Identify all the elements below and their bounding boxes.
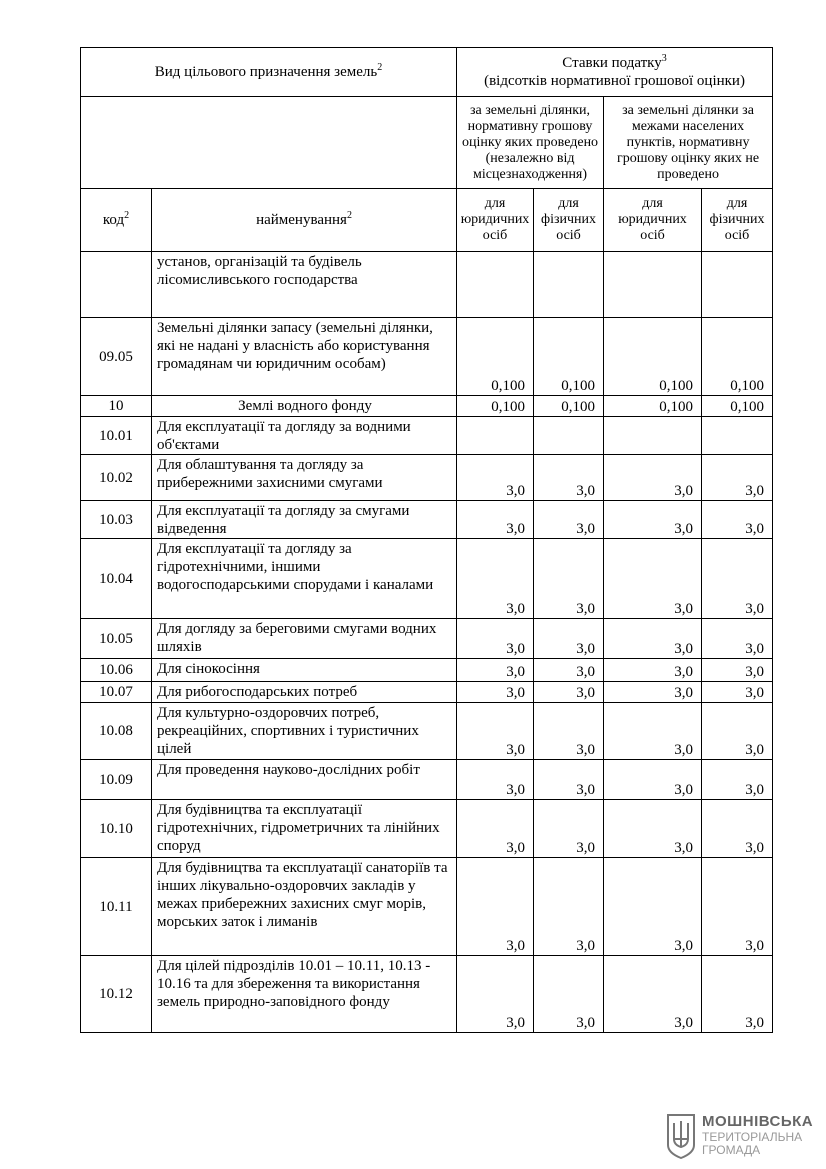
row-rate: 0,100 <box>534 318 604 396</box>
row-name: Для цілей підрозділів 10.01 – 10.11, 10.13 - 10.16 та для збереження та використання земель природно-заповідного фонду <box>152 956 457 1033</box>
physical-header-b: для фізичних осіб <box>702 189 773 252</box>
row-rate: 3,0 <box>702 539 773 619</box>
row-code: 10.06 <box>81 659 152 682</box>
row-code: 10.12 <box>81 956 152 1033</box>
rates-header: Ставки податку$^3$ (відсотків нормативної грошової оцінки) <box>457 48 773 97</box>
row-rate: 3,0 <box>702 682 773 703</box>
row-rate: 3,0 <box>702 703 773 760</box>
table-row <box>81 501 773 539</box>
row-rate: 3,0 <box>457 455 534 501</box>
row-rate: 3,0 <box>604 501 702 539</box>
community-logo <box>666 1113 816 1163</box>
row-code: 10.05 <box>81 619 152 659</box>
row-rate: 3,0 <box>604 659 702 682</box>
table-row <box>81 659 773 682</box>
logo-line1: МОШНІВСЬКА <box>702 1113 814 1130</box>
row-rate: 3,0 <box>457 956 534 1033</box>
row-name: Для облаштування та догляду за прибережними захисними смугами <box>152 455 457 501</box>
blank-header-cell <box>81 97 457 189</box>
row-rate: 3,0 <box>534 455 604 501</box>
header-row-3 <box>81 189 773 252</box>
table-row <box>81 396 773 417</box>
row-rate: 0,100 <box>702 318 773 396</box>
row-code <box>81 252 152 318</box>
row-code: 10.09 <box>81 760 152 800</box>
row-name: Для будівництва та експлуатації санаторіїв та інших лікувально-оздоровчих закладів у межах прибережних захисних смуг морів, морських заток і лиманів <box>152 858 457 956</box>
table-row <box>81 417 773 455</box>
row-rate: 3,0 <box>534 619 604 659</box>
row-rate: 0,100 <box>457 396 534 417</box>
row-name: установ, організацій та будівель лісомисливського господарства <box>152 252 457 318</box>
row-rate: 3,0 <box>604 455 702 501</box>
row-rate: 3,0 <box>604 956 702 1033</box>
row-rate: 3,0 <box>604 619 702 659</box>
row-rate: 3,0 <box>702 659 773 682</box>
purpose-header: Вид цільового призначення земель$^2$ <box>81 48 457 97</box>
row-name: Для догляду за береговими смугами водних шляхів <box>152 619 457 659</box>
row-rate: 3,0 <box>457 659 534 682</box>
row-code: 10.08 <box>81 703 152 760</box>
table-row <box>81 760 773 800</box>
row-name: Землі водного фонду <box>152 396 457 417</box>
row-name: Для культурно-оздоровчих потреб, рекреаційних, спортивних і туристичних цілей <box>152 703 457 760</box>
table-row <box>81 956 773 1033</box>
row-rate <box>702 417 773 455</box>
legal-header-a: для юридичних осіб <box>457 189 534 252</box>
row-rate: 3,0 <box>604 760 702 800</box>
row-rate <box>534 252 604 318</box>
physical-header-a: для фізичних осіб <box>534 189 604 252</box>
row-rate: 0,100 <box>702 396 773 417</box>
row-rate: 3,0 <box>534 858 604 956</box>
row-rate <box>534 417 604 455</box>
row-rate: 3,0 <box>457 682 534 703</box>
row-rate <box>457 252 534 318</box>
legal-header-b: для юридичних осіб <box>604 189 702 252</box>
row-code: 09.05 <box>81 318 152 396</box>
row-name: Для проведення науково-дослідних робіт <box>152 760 457 800</box>
trident-emblem-icon <box>666 1113 696 1159</box>
row-rate: 3,0 <box>702 956 773 1033</box>
row-rate: 3,0 <box>702 455 773 501</box>
row-rate <box>604 252 702 318</box>
row-rate <box>604 417 702 455</box>
row-rate: 3,0 <box>457 760 534 800</box>
table-row <box>81 800 773 858</box>
table-row <box>81 703 773 760</box>
row-rate <box>457 417 534 455</box>
table-row <box>81 318 773 396</box>
row-rate: 3,0 <box>702 858 773 956</box>
table-row <box>81 619 773 659</box>
row-name: Для сінокосіння <box>152 659 457 682</box>
row-name: Для експлуатації та догляду за гідротехнічними, іншими водогосподарськими спорудами і каналами <box>152 539 457 619</box>
table-row <box>81 682 773 703</box>
row-rate: 3,0 <box>457 619 534 659</box>
row-code: 10.10 <box>81 800 152 858</box>
row-rate: 3,0 <box>534 956 604 1033</box>
row-rate: 3,0 <box>702 619 773 659</box>
row-code: 10.04 <box>81 539 152 619</box>
group-a-header: за земельні ділянки, нормативну грошову оцінку яких проведено (незалежно від місцезнаходження) <box>457 97 604 189</box>
row-name: Для експлуатації та догляду за водними об'єктами <box>152 417 457 455</box>
logo-lines: ТЕРИТОРІАЛЬНА ГРОМАДА <box>702 1130 803 1157</box>
row-code: 10.02 <box>81 455 152 501</box>
table-row <box>81 252 773 318</box>
table-body <box>81 252 773 1033</box>
header-row-1 <box>81 48 773 97</box>
row-code: 10.11 <box>81 858 152 956</box>
row-rate: 3,0 <box>534 760 604 800</box>
row-rate: 3,0 <box>457 703 534 760</box>
row-rate: 0,100 <box>534 396 604 417</box>
row-rate: 3,0 <box>702 501 773 539</box>
row-code: 10.03 <box>81 501 152 539</box>
row-rate: 3,0 <box>604 858 702 956</box>
row-rate: 3,0 <box>457 501 534 539</box>
row-rate: 3,0 <box>604 539 702 619</box>
row-name: Земельні ділянки запасу (земельні ділянки, які не надані у власність або користування громадянам чи юридичним особам) <box>152 318 457 396</box>
row-rate: 0,100 <box>604 318 702 396</box>
row-rate: 3,0 <box>534 659 604 682</box>
group-b-header: за земельні ділянки за межами населених пунктів, нормативну грошову оцінку яких не проведено <box>604 97 773 189</box>
row-rate: 3,0 <box>457 858 534 956</box>
row-rate: 0,100 <box>604 396 702 417</box>
row-rate: 3,0 <box>604 703 702 760</box>
row-code: 10.07 <box>81 682 152 703</box>
code-header: код$^2$ <box>81 189 152 252</box>
table-row <box>81 539 773 619</box>
row-name: Для будівництва та експлуатації гідротехнічних, гідрометричних та лінійних споруд <box>152 800 457 858</box>
row-rate <box>702 252 773 318</box>
row-rate: 3,0 <box>534 501 604 539</box>
row-rate: 3,0 <box>534 682 604 703</box>
row-rate: 3,0 <box>702 800 773 858</box>
row-rate: 3,0 <box>604 682 702 703</box>
land-tax-table <box>80 47 773 1033</box>
table-row <box>81 858 773 956</box>
row-rate: 3,0 <box>457 539 534 619</box>
header-row-2 <box>81 97 773 189</box>
row-rate: 3,0 <box>457 800 534 858</box>
row-name: Для експлуатації та догляду за смугами відведення <box>152 501 457 539</box>
row-code: 10 <box>81 396 152 417</box>
row-name: Для рибогосподарських потреб <box>152 682 457 703</box>
row-rate: 3,0 <box>702 760 773 800</box>
table-row <box>81 455 773 501</box>
name-header: найменування$^2$ <box>152 189 457 252</box>
row-rate: 3,0 <box>534 800 604 858</box>
row-rate: 3,0 <box>534 539 604 619</box>
row-rate: 0,100 <box>457 318 534 396</box>
row-rate: 3,0 <box>534 703 604 760</box>
row-rate: 3,0 <box>604 800 702 858</box>
row-code: 10.01 <box>81 417 152 455</box>
